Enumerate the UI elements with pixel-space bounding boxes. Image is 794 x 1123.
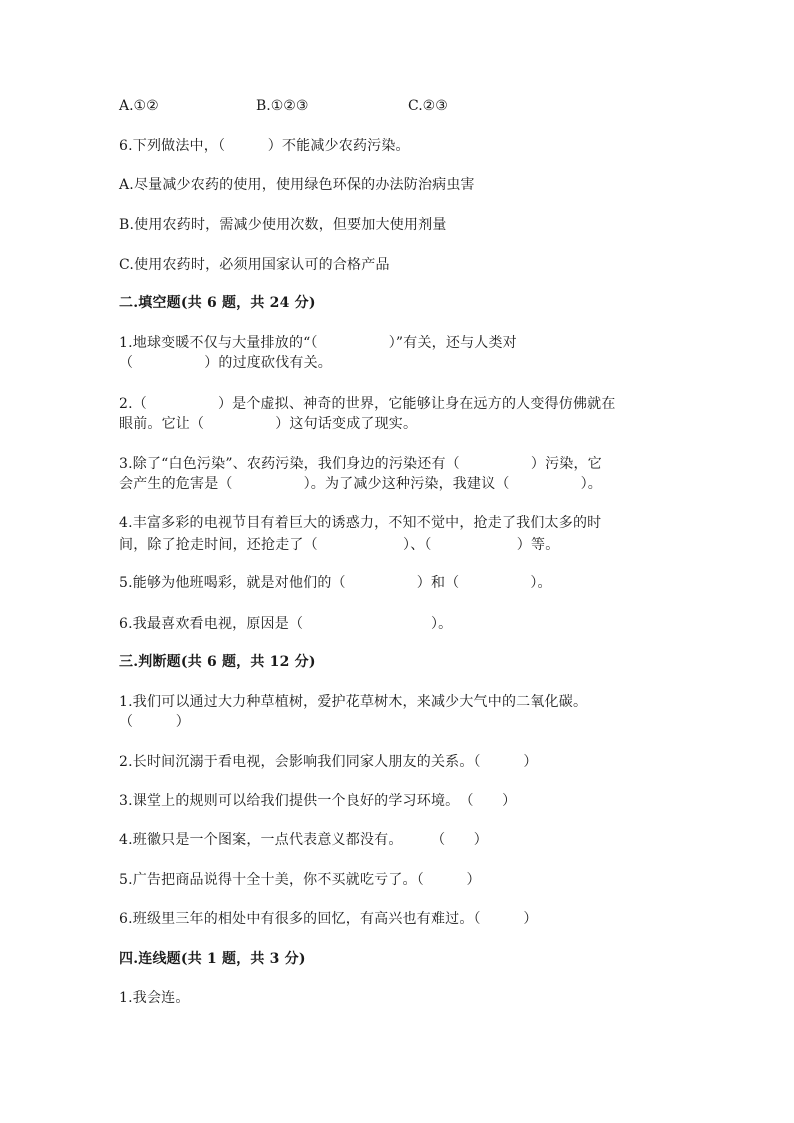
fill-q4-line1: 4.丰富多彩的电视节目有着巨大的诱惑力，不知不觉中，抢走了我们太多的时 (119, 515, 602, 531)
choice-q6-option-c: C.使用农药时，必须用国家认可的合格产品 (119, 257, 390, 273)
judge-section-heading: 三.判断题(共 6 题，共 12 分) (119, 654, 316, 670)
option-c-prev: C.②③ (408, 98, 448, 114)
fill-q3-line2: 会产生的危害是（ ）。为了减少这种污染，我建议（ ）。 (119, 476, 602, 492)
fill-q1-line2: （ ）的过度砍伐有关。 (119, 355, 332, 371)
fill-q5: 5.能够为他班喝彩，就是对他们的（ ）和（ ）。 (119, 575, 552, 591)
match-q1: 1.我会连。 (119, 990, 190, 1006)
fill-section-heading: 二.填空题(共 6 题，共 24 分) (119, 295, 316, 311)
judge-q5: 5.广告把商品说得十全十美，你不买就吃亏了。（ ） (119, 872, 481, 888)
option-a-prev: A.①② (119, 98, 159, 114)
fill-q2-line2: 眼前。它让（ ）这句话变成了现实。 (119, 416, 418, 432)
fill-q4-line2: 间，除了抢走时间，还抢走了（ ）、（ ）等。 (119, 537, 560, 553)
fill-q1-line1: 1.地球变暖不仅与大量排放的“（ ）”有关，还与人类对 (119, 335, 517, 351)
judge-q4: 4.班徽只是一个图案，一点代表意义都没有。 （ ） (119, 832, 488, 848)
fill-q3-line1: 3.除了“白色污染”、农药污染，我们身边的污染还有（ ）污染，它 (119, 456, 602, 472)
match-section-heading: 四.连线题(共 1 题，共 3 分) (119, 951, 306, 967)
judge-q1-line1: 1.我们可以通过大力种草植树，爱护花草树木，来减少大气中的二氧化碳。 (119, 694, 588, 710)
choice-q6-stem: 6.下列做法中，（ ）不能减少农药污染。 (119, 138, 410, 154)
fill-q2-line1: 2.（ ）是个虚拟、神奇的世界，它能够让身在远方的人变得仿佛就在 (119, 396, 616, 412)
choice-q6-option-b: B.使用农药时，需减少使用次数，但要加大使用剂量 (119, 217, 447, 233)
judge-q3: 3.课堂上的规则可以给我们提供一个良好的学习环境。 （ ） (119, 793, 517, 809)
choice-q6-option-a: A.尽量减少农药的使用，使用绿色环保的办法防治病虫害 (119, 177, 475, 193)
judge-q1-line2: （ ） (119, 714, 190, 730)
judge-q6: 6.班级里三年的相处中有很多的回忆，有高兴也有难过。（ ） (119, 911, 538, 927)
judge-q2: 2.长时间沉溺于看电视，会影响我们同家人朋友的关系。（ ） (119, 754, 538, 770)
option-b-prev: B.①②③ (256, 98, 309, 114)
fill-q6: 6.我最喜欢看电视，原因是（ ）。 (119, 616, 453, 632)
